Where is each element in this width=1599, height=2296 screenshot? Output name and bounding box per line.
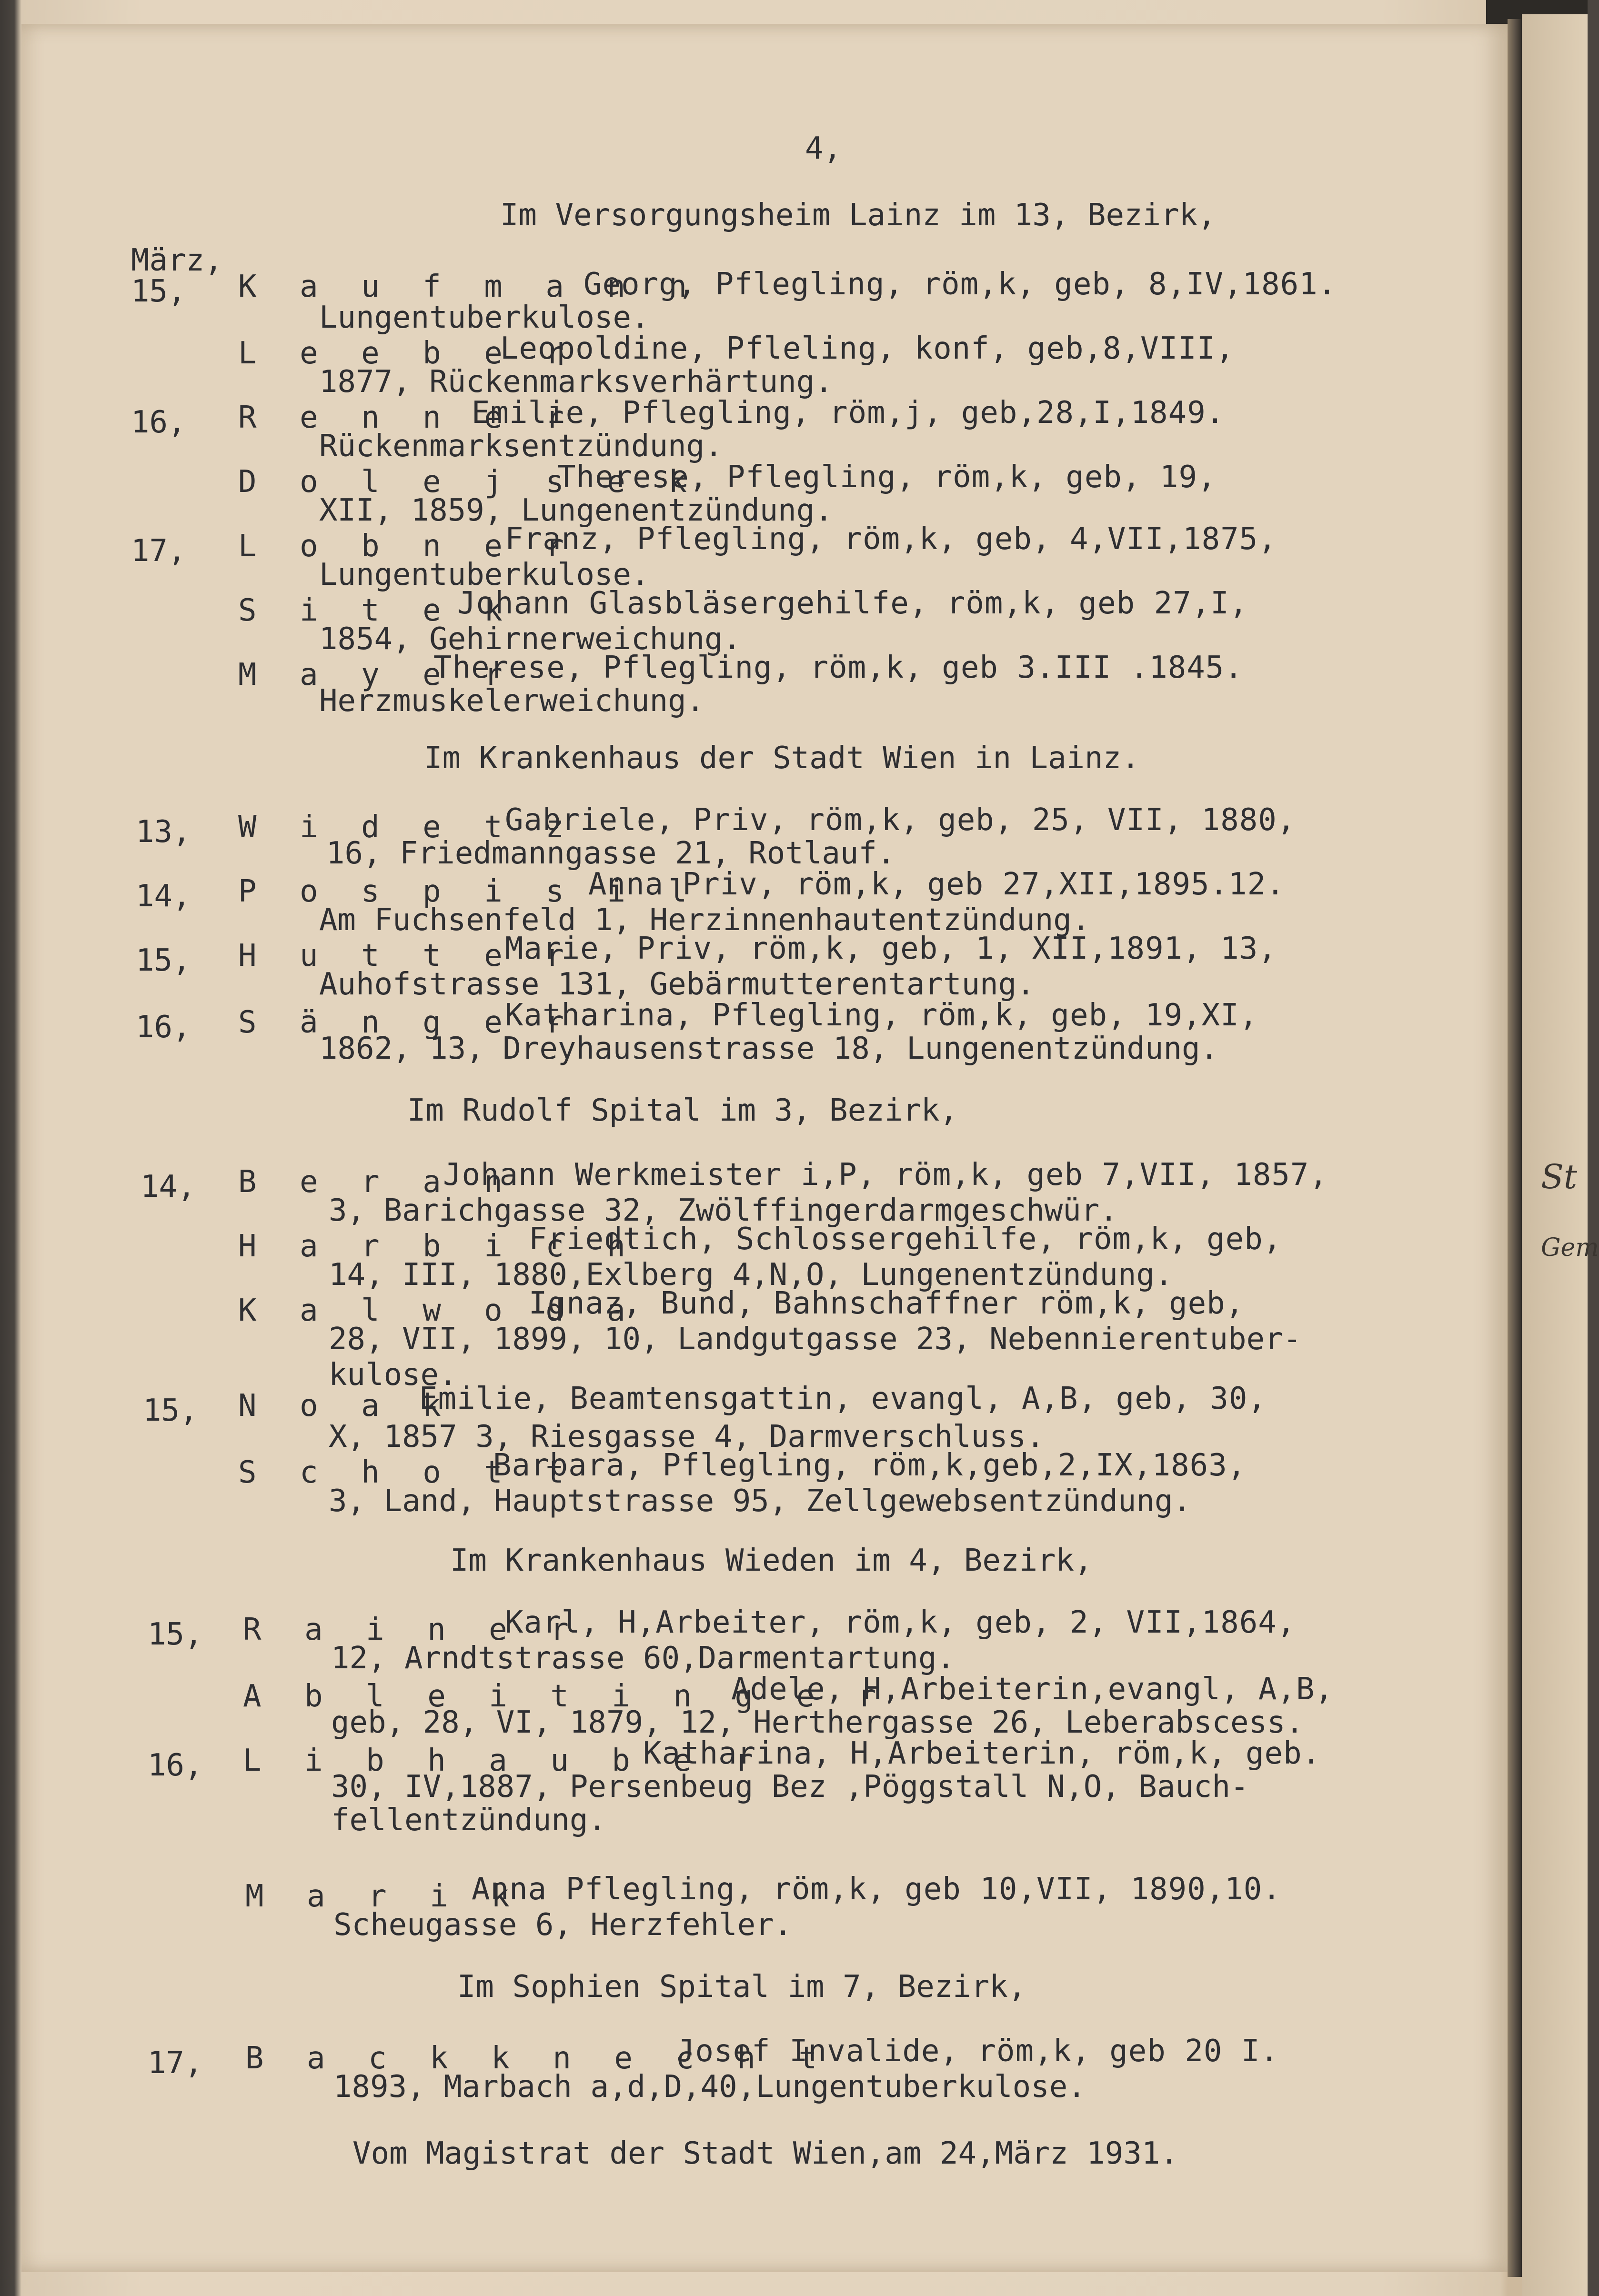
entry-day: 17, <box>131 533 186 569</box>
entry-name: R a i n e r <box>243 1612 581 1647</box>
entry-day: 17, <box>148 2045 203 2081</box>
entry-day: 16, <box>131 405 186 440</box>
entry-cause: 1854, Gehirnerweichung. <box>319 622 742 657</box>
entry-name: L e e b e r <box>238 336 576 371</box>
entry-cause: Lungentuberkulose. <box>319 557 650 592</box>
entry-day: 16, <box>136 1010 191 1045</box>
entry-details: Anna Pflegling, röm,k, geb 10,VII, 1890,10. <box>472 1872 1281 1907</box>
entry-cause: Rückenmarksentzündung. <box>319 429 723 464</box>
entry-name: D o l e j s e k <box>238 464 699 500</box>
entry-cause: X, 1857 3, Riesgasse 4, Darmverschluss. <box>329 1419 1045 1454</box>
entry-name: A b l e i t i n g e r <box>243 1679 889 1714</box>
entry-details: Franz, Pflegling, röm,k, geb, 4,VII,1875, <box>505 521 1277 557</box>
entry-details: Georg, Pflegling, röm,k, geb, 8,IV,1861. <box>583 267 1337 302</box>
entry-day: 16, <box>148 1748 203 1783</box>
entry-name: K a l w o d a <box>238 1293 638 1328</box>
entry-details: Johann Werkmeister i,P, röm,k, geb 7,VII, 1857, <box>443 1157 1328 1193</box>
entry-details: Katharina, H,Arbeiterin, röm,k, geb. <box>643 1736 1321 1771</box>
entry-details: Katharina, Pflegling, röm,k, geb, 19,XI, <box>505 998 1258 1033</box>
entry-cause: Lungentuberkulose. <box>319 300 650 335</box>
entry-name: H a r b i c h <box>238 1229 638 1264</box>
entry-cause: Am Fuchsenfeld 1, Herzinnenhautentzündung. <box>319 902 1090 938</box>
entry-day: 15, <box>131 274 186 309</box>
section-heading-rudolf-spital: Im Rudolf Spital im 3, Bezirk, <box>407 1093 958 1128</box>
entry-details: Barbara, Pflegling, röm,k,geb,2,IX,1863, <box>493 1448 1247 1483</box>
entry-details: Gabriele, Priv, röm,k, geb, 25, VII, 1880, <box>505 802 1296 838</box>
entry-cause: 28, VII, 1899, 10, Landgutgasse 23, Nebennierentuber- <box>329 1322 1302 1357</box>
entry-cause: 14, III, 1880,Exlberg 4,N,O, Lungenentzündung. <box>329 1257 1173 1293</box>
entry-name: S c h o t t <box>238 1455 576 1490</box>
entry-cause: 1862, 13, Dreyhausenstrasse 18, Lungenentzündung. <box>319 1031 1219 1066</box>
entry-cause: 12, Arndtstrasse 60,Darmentartung. <box>331 1641 955 1676</box>
entry-cause: 1893, Marbach a,d,D,40,Lungentuberkulose. <box>333 2069 1086 2105</box>
section-heading-wieden: Im Krankenhaus Wieden im 4, Bezirk, <box>450 1543 1093 1578</box>
facing-page-edge <box>1522 14 1599 2296</box>
entry-name: W i d e t z <box>238 810 576 845</box>
entry-cause: 16, Friedmanngasse 21, Rotlauf. <box>326 836 895 871</box>
entry-cause-continued: fellentzündung. <box>331 1803 606 1838</box>
entry-details: Adele, H,Arbeiterin,evangl, A,B, <box>731 1672 1334 1707</box>
book-gutter <box>1508 19 1522 2277</box>
entry-name: R e n n e r <box>238 400 576 435</box>
entry-name: M a r i k <box>245 1879 522 1914</box>
entry-day: 13, <box>136 814 191 850</box>
entry-name: M a y e r <box>238 657 515 692</box>
entry-cause: 3, Land, Hauptstrasse 95, Zellgewebsentzündung. <box>329 1484 1191 1519</box>
entry-day: 15, <box>143 1393 198 1428</box>
entry-cause: Scheugasse 6, Herzfehler. <box>333 1907 793 1943</box>
entry-name: S ä n g e r <box>238 1005 576 1040</box>
section-heading-lainz-hospital: Im Krankenhaus der Stadt Wien in Lainz. <box>424 741 1140 776</box>
entry-name: B a c k k n e c h t <box>245 2041 830 2076</box>
entry-details: Ignaz, Bund, Bahnschaffner röm,k, geb, <box>529 1286 1245 1321</box>
entry-details: Emilie, Pflegling, röm,j, geb,28,I,1849. <box>472 395 1225 431</box>
section-heading-versorgungsheim: Im Versorgungsheim Lainz im 13, Bezirk, <box>500 198 1216 233</box>
facing-page-fragment-2: Gem <box>1541 1233 1599 1262</box>
entry-cause: Auhofstrasse 131, Gebärmutterentartung. <box>319 967 1035 1002</box>
entry-cause: Herzmuskelerweichung. <box>319 683 705 719</box>
entry-details: Friedtich, Schlossergehilfe, röm,k, geb, <box>529 1222 1282 1257</box>
entry-cause-continued: kulose. <box>329 1357 457 1393</box>
entry-day: 14, <box>141 1169 196 1204</box>
entry-cause: 1877, Rückenmarksverhärtung. <box>319 364 833 400</box>
month-label: März, <box>131 243 223 278</box>
entry-details: Leopoldine, Pfleling, konf, geb,8,VIII, <box>500 331 1235 366</box>
entry-details: Anna Priv, röm,k, geb 27,XII,1895.12. <box>588 867 1285 902</box>
entry-day: 15, <box>148 1617 203 1652</box>
entry-day: 14, <box>136 879 191 914</box>
entry-cause: geb, 28, VI, 1879, 12, Herthergasse 26, Leberabscess. <box>331 1705 1304 1740</box>
entry-cause: 3, Barichgasse 32, Zwölffingerdarmgeschwür. <box>329 1193 1118 1228</box>
entry-name: P o s p i s i l <box>238 874 699 909</box>
entry-details: Therese, Pflegling, röm,k, geb, 19, <box>557 460 1217 495</box>
section-heading-sophien-spital: Im Sophien Spital im 7, Bezirk, <box>457 1969 1026 2005</box>
entry-name: L o b n e r <box>238 529 576 564</box>
entry-name: B e r a n <box>238 1164 515 1200</box>
entry-cause: XII, 1859, Lungenentzündung. <box>319 493 833 528</box>
footer-signature-line: Vom Magistrat der Stadt Wien,am 24,März 1931. <box>352 2136 1178 2171</box>
entry-name: K a u f m a n n <box>238 269 699 304</box>
entry-name: N o a k <box>238 1388 453 1424</box>
entry-details: Johann Glasbläsergehilfe, röm,k, geb 27,I, <box>457 586 1248 621</box>
entry-name: S i t e k <box>238 593 515 628</box>
entry-cause: 30, IV,1887, Persenbeug Bez ,Pöggstall N,O, Bauch- <box>331 1769 1249 1805</box>
entry-details: Emilie, Beamtensgattin, evangl, A,B, geb, 30, <box>419 1381 1267 1416</box>
page-number: 4, <box>805 131 842 166</box>
entry-details: Karl, H,Arbeiter, röm,k, geb, 2, VII,1864, <box>505 1605 1296 1640</box>
entry-details: Marie, Priv, röm,k, geb, 1, XII,1891, 13, <box>505 931 1277 966</box>
entry-day: 15, <box>136 943 191 978</box>
entry-name: L i b h a u b e r <box>243 1743 766 1778</box>
facing-page-fragment: St <box>1541 1157 1578 1196</box>
entry-name: H u t t e r <box>238 938 576 973</box>
entry-details: Therese, Pflegling, röm,k, geb 3.III .1845. <box>433 650 1243 685</box>
entry-details: Josef Invalide, röm,k, geb 20 I. <box>676 2034 1279 2069</box>
